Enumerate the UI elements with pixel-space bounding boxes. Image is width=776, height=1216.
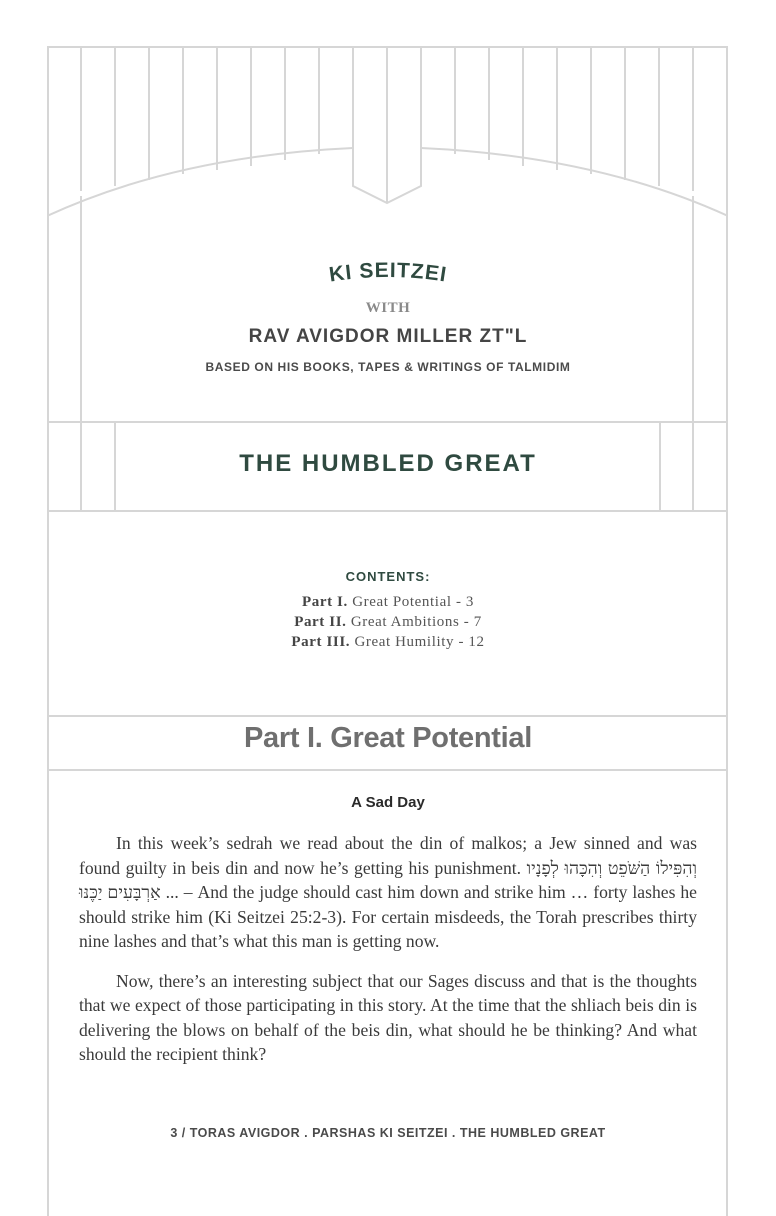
table-of-contents	[0, 592, 776, 652]
toc-part-label: Part II.	[294, 614, 347, 630]
section-subheading: A Sad Day	[351, 794, 425, 811]
toc-item[interactable]	[0, 592, 776, 612]
architectural-header-ornament	[47, 46, 728, 786]
toc-item[interactable]	[0, 632, 776, 652]
svg-text:KI SEITZEI: KI SEITZEI	[327, 258, 449, 287]
toc-part-text: Great Humility - 12	[354, 634, 485, 650]
based-on-line: BASED ON HIS BOOKS, TAPES & WRITINGS OF TALMIDIM	[205, 360, 571, 374]
hebrew-quote: וְהִפִּילוֹ הַשֹּׁפֵט וְהִכָּהוּ לְפָנָיו ... אַרְבָּעִים יַכֶּנּוּ	[79, 857, 698, 902]
page-title: THE HUMBLED GREAT	[239, 450, 537, 477]
toc-part-text: Great Ambitions - 7	[350, 614, 482, 630]
rav-name: RAV AVIGDOR MILLER ZT"L	[248, 326, 528, 347]
toc-part-label: Part I.	[301, 594, 348, 610]
paragraph	[79, 831, 697, 954]
toc-part-text: Great Potential - 3	[352, 594, 474, 610]
parsha-title	[0, 252, 776, 292]
body-text	[79, 831, 697, 1082]
with-label: WITH	[365, 300, 411, 316]
paragraph: Now, there’s an interesting subject that our Sages discuss and that is the thoughts that we expect of those participating in this story. At the time that the shliach beis din is delivering the blows on behalf of the beis din, what should he be thinking? And what should the recipient think?	[79, 970, 697, 1064]
toc-item[interactable]	[0, 612, 776, 632]
paragraph-text: In this week’s sedrah we read about the din of malkos; a Jew sinned and was found guilty in beis din and now he’s getting his punishment.	[79, 833, 697, 878]
contents-heading: CONTENTS:	[345, 569, 431, 584]
toc-part-label: Part III.	[291, 634, 351, 650]
section-title: Part I. Great Potential	[243, 722, 532, 754]
paragraph-text: – And the judge should cast him down and strike him … forty lashes he should strike him (Ki Seitzei 25:2-3). For certain misdeeds, the Torah prescribes thirty nine lashes and that’s what this man is getting now.	[79, 882, 697, 951]
page-footer: 3 / TORAS AVIGDOR . PARSHAS KI SEITZEI . THE HUMBLED GREAT	[170, 1126, 606, 1140]
